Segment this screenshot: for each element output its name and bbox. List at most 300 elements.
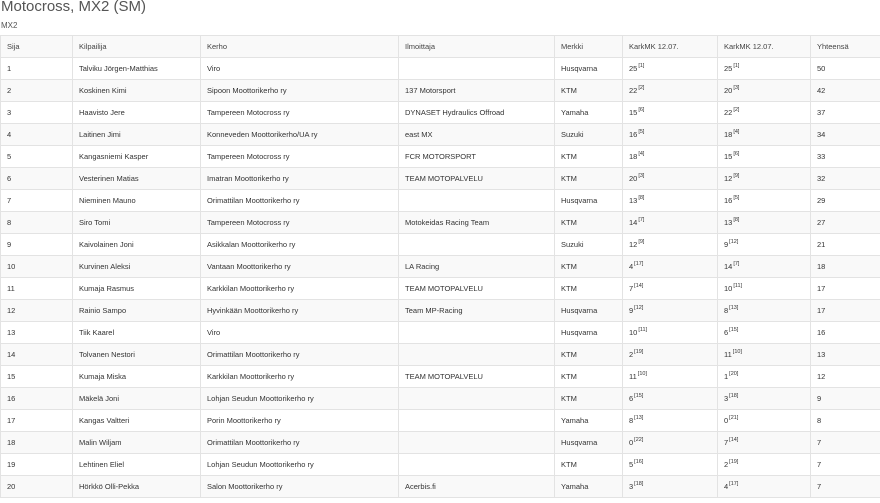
cell-rider — [73, 278, 201, 300]
cell-race-2-value: 25 — [724, 64, 733, 73]
cell-position-value: 20 — [7, 482, 16, 491]
cell-rider — [73, 234, 201, 256]
col-header-position[interactable]: Sija — [1, 36, 73, 58]
cell-position — [1, 454, 73, 476]
col-header-rider[interactable]: Kilpailija — [73, 36, 201, 58]
race-placing-note: [19] — [634, 349, 644, 355]
cell-rider-value: Kangas Valtteri — [79, 416, 130, 425]
race-placing-note: [18] — [729, 393, 739, 399]
cell-entrant-value: TEAM MOTOPALVELU — [405, 174, 483, 183]
cell-race-2 — [718, 234, 811, 256]
table-row — [1, 476, 880, 498]
cell-make — [555, 410, 623, 432]
cell-race-2 — [718, 190, 811, 212]
cell-race-2 — [718, 58, 811, 80]
cell-total — [811, 102, 880, 124]
cell-total — [811, 146, 880, 168]
cell-position-value: 19 — [7, 460, 16, 469]
cell-make — [555, 344, 623, 366]
cell-race-1-value: 15 — [629, 108, 638, 117]
table-row — [1, 300, 880, 322]
cell-rider-value: Haavisto Jere — [79, 108, 125, 117]
cell-club-value: Imatran Moottorikerho ry — [207, 174, 289, 183]
cell-rider-value: Kangasniemi Kasper — [79, 152, 149, 161]
cell-club — [201, 278, 399, 300]
cell-rider — [73, 124, 201, 146]
cell-make — [555, 476, 623, 498]
cell-club — [201, 102, 399, 124]
cell-entrant — [399, 168, 555, 190]
cell-club-value: Viro — [207, 328, 221, 337]
cell-total-value: 32 — [817, 174, 826, 183]
cell-club-value: Porin Moottorikerho ry — [207, 416, 281, 425]
race-placing-note: [8] — [638, 195, 645, 201]
results-table — [0, 35, 880, 498]
cell-rider-value: Vesterinen Matias — [79, 174, 139, 183]
cell-race-1-value: 8 — [629, 416, 634, 425]
cell-make-value: Suzuki — [561, 130, 584, 139]
cell-club — [201, 168, 399, 190]
table-row — [1, 256, 880, 278]
race-placing-note: [12] — [634, 305, 644, 311]
cell-total-value: 17 — [817, 284, 826, 293]
cell-club — [201, 80, 399, 102]
cell-race-2-value: 10 — [724, 284, 733, 293]
cell-position-value: 14 — [7, 350, 16, 359]
cell-make — [555, 366, 623, 388]
cell-race-2 — [718, 366, 811, 388]
cell-rider-value: Mäkelä Joni — [79, 394, 120, 403]
cell-make-value: KTM — [561, 218, 577, 227]
cell-position — [1, 344, 73, 366]
cell-total-value: 42 — [817, 86, 826, 95]
cell-race-1 — [623, 300, 718, 322]
header-row — [1, 36, 880, 58]
col-header-race-2[interactable]: KarkMK 12.07. — [718, 36, 811, 58]
cell-race-2 — [718, 410, 811, 432]
cell-entrant — [399, 102, 555, 124]
cell-race-2-value: 18 — [724, 130, 733, 139]
cell-total-value: 8 — [817, 416, 822, 425]
cell-club — [201, 58, 399, 80]
cell-rider — [73, 476, 201, 498]
race-placing-note: [9] — [638, 239, 645, 245]
cell-position-value: 1 — [7, 64, 12, 73]
cell-club-value: Asikkalan Moottorikerho ry — [207, 240, 296, 249]
cell-position — [1, 190, 73, 212]
cell-make-value: KTM — [561, 460, 577, 469]
cell-make — [555, 322, 623, 344]
race-placing-note: [10] — [732, 349, 742, 355]
cell-race-2 — [718, 124, 811, 146]
cell-race-1 — [623, 256, 718, 278]
cell-race-1-value: 13 — [629, 196, 638, 205]
race-placing-note: [14] — [729, 437, 739, 443]
table-row — [1, 58, 880, 80]
cell-make-value: Husqvarna — [561, 306, 598, 315]
cell-entrant — [399, 366, 555, 388]
cell-make — [555, 234, 623, 256]
cell-entrant-value: DYNASET Hydraulics Offroad — [405, 108, 505, 117]
cell-position-value: 16 — [7, 394, 16, 403]
cell-entrant — [399, 146, 555, 168]
cell-entrant — [399, 454, 555, 476]
table-row — [1, 432, 880, 454]
cell-race-2-value: 4 — [724, 482, 729, 491]
cell-total — [811, 454, 880, 476]
cell-club-value: Lohjan Seudun Moottorikerho ry — [207, 394, 314, 403]
cell-race-1 — [623, 102, 718, 124]
table-row — [1, 146, 880, 168]
cell-position-value: 13 — [7, 328, 16, 337]
cell-total-value: 18 — [817, 262, 826, 271]
cell-rider-value: Siro Tomi — [79, 218, 111, 227]
race-placing-note: [3] — [638, 173, 645, 179]
cell-position-value: 12 — [7, 306, 16, 315]
cell-race-2-value: 15 — [724, 152, 733, 161]
cell-make — [555, 256, 623, 278]
race-placing-note: [11] — [733, 283, 743, 289]
cell-race-1 — [623, 146, 718, 168]
race-placing-note: [1] — [733, 63, 740, 69]
race-placing-note: [7] — [733, 261, 740, 267]
cell-club — [201, 190, 399, 212]
cell-total-value: 34 — [817, 130, 826, 139]
cell-make — [555, 212, 623, 234]
cell-club-value: Lohjan Seudun Moottorikerho ry — [207, 460, 314, 469]
table-row — [1, 190, 880, 212]
cell-entrant-value: Acerbis.fi — [405, 482, 436, 491]
table-row — [1, 102, 880, 124]
cell-total-value: 12 — [817, 372, 826, 381]
cell-race-1 — [623, 80, 718, 102]
col-header-total[interactable]: Yhteensä — [811, 36, 880, 58]
cell-club-value: Orimattilan Moottorikerho ry — [207, 438, 300, 447]
cell-total — [811, 476, 880, 498]
race-placing-note: [21] — [729, 415, 739, 421]
cell-make-value: KTM — [561, 372, 577, 381]
race-placing-note: [6] — [638, 107, 645, 113]
cell-rider — [73, 432, 201, 454]
cell-total — [811, 58, 880, 80]
cell-make-value: KTM — [561, 284, 577, 293]
cell-race-2-value: 3 — [724, 394, 729, 403]
cell-entrant — [399, 476, 555, 498]
cell-club — [201, 476, 399, 498]
cell-rider-value: Malin Wiljam — [79, 438, 122, 447]
cell-race-2 — [718, 212, 811, 234]
cell-total-value: 27 — [817, 218, 826, 227]
cell-club — [201, 432, 399, 454]
table-row — [1, 80, 880, 102]
cell-race-2-value: 14 — [724, 262, 733, 271]
cell-race-1-value: 0 — [629, 438, 634, 447]
cell-make — [555, 190, 623, 212]
cell-rider-value: Koskinen Kimi — [79, 86, 127, 95]
cell-race-1 — [623, 322, 718, 344]
cell-race-1 — [623, 344, 718, 366]
cell-club-value: Orimattilan Moottorikerho ry — [207, 350, 300, 359]
race-placing-note: [5] — [638, 129, 645, 135]
cell-total-value: 7 — [817, 438, 822, 447]
race-placing-note: [16] — [634, 459, 644, 465]
cell-club — [201, 212, 399, 234]
cell-club — [201, 256, 399, 278]
cell-race-1 — [623, 212, 718, 234]
cell-make-value: Husqvarna — [561, 64, 598, 73]
cell-make — [555, 432, 623, 454]
cell-rider — [73, 102, 201, 124]
cell-rider — [73, 190, 201, 212]
cell-race-1 — [623, 278, 718, 300]
cell-race-2 — [718, 432, 811, 454]
cell-position — [1, 278, 73, 300]
cell-total — [811, 190, 880, 212]
cell-rider-value: Hörkkö Olli-Pekka — [79, 482, 140, 491]
cell-race-1-value: 14 — [629, 218, 638, 227]
cell-total — [811, 432, 880, 454]
cell-club-value: Tampereen Motocross ry — [207, 218, 290, 227]
table-row — [1, 168, 880, 190]
cell-rider — [73, 58, 201, 80]
col-header-club[interactable]: Kerho — [201, 36, 399, 58]
cell-rider-value: Kurvinen Aleksi — [79, 262, 131, 271]
table-row — [1, 344, 880, 366]
cell-entrant-value: FCR MOTORSPORT — [405, 152, 476, 161]
cell-entrant — [399, 432, 555, 454]
cell-total-value: 9 — [817, 394, 822, 403]
cell-rider-value: Laitinen Jimi — [79, 130, 121, 139]
cell-club — [201, 146, 399, 168]
cell-position — [1, 212, 73, 234]
cell-race-1-value: 12 — [629, 240, 638, 249]
cell-race-2 — [718, 322, 811, 344]
cell-entrant-value: 137 Motorsport — [405, 86, 456, 95]
cell-total — [811, 344, 880, 366]
cell-make-value: KTM — [561, 86, 577, 95]
cell-position — [1, 476, 73, 498]
table-row — [1, 366, 880, 388]
cell-club — [201, 454, 399, 476]
cell-entrant — [399, 278, 555, 300]
cell-position — [1, 432, 73, 454]
cell-make — [555, 300, 623, 322]
cell-total-value: 17 — [817, 306, 826, 315]
cell-race-2 — [718, 102, 811, 124]
table-row — [1, 278, 880, 300]
cell-rider — [73, 212, 201, 234]
cell-race-1 — [623, 234, 718, 256]
cell-race-1 — [623, 388, 718, 410]
cell-entrant-value: east MX — [405, 130, 433, 139]
cell-entrant — [399, 388, 555, 410]
cell-race-2 — [718, 300, 811, 322]
cell-club-value: Tampereen Motocross ry — [207, 152, 290, 161]
cell-make — [555, 58, 623, 80]
cell-race-2 — [718, 168, 811, 190]
race-placing-note: [4] — [733, 129, 740, 135]
cell-entrant — [399, 410, 555, 432]
cell-entrant-value: LA Racing — [405, 262, 440, 271]
cell-make-value: KTM — [561, 394, 577, 403]
cell-position — [1, 102, 73, 124]
cell-rider — [73, 146, 201, 168]
cell-race-2 — [718, 146, 811, 168]
cell-make — [555, 278, 623, 300]
cell-position — [1, 168, 73, 190]
cell-position — [1, 300, 73, 322]
cell-rider — [73, 256, 201, 278]
cell-race-1 — [623, 168, 718, 190]
cell-make-value: Husqvarna — [561, 196, 598, 205]
race-placing-note: [17] — [634, 261, 644, 267]
cell-make-value: Yamaha — [561, 416, 589, 425]
cell-race-2-value: 11 — [724, 350, 732, 359]
cell-race-2-value: 13 — [724, 218, 733, 227]
cell-race-2-value: 12 — [724, 174, 733, 183]
race-placing-note: [4] — [638, 151, 645, 157]
cell-position — [1, 58, 73, 80]
cell-rider — [73, 322, 201, 344]
cell-make-value: Yamaha — [561, 482, 589, 491]
cell-race-1 — [623, 366, 718, 388]
cell-position — [1, 366, 73, 388]
cell-race-1 — [623, 58, 718, 80]
cell-race-2 — [718, 388, 811, 410]
cell-race-1-value: 11 — [629, 372, 637, 381]
cell-make-value: Husqvarna — [561, 328, 598, 337]
cell-position-value: 8 — [7, 218, 12, 227]
cell-club — [201, 124, 399, 146]
cell-total — [811, 322, 880, 344]
race-placing-note: [1] — [638, 63, 645, 69]
cell-position — [1, 124, 73, 146]
cell-entrant — [399, 212, 555, 234]
cell-entrant — [399, 300, 555, 322]
table-row — [1, 388, 880, 410]
cell-make-value: Suzuki — [561, 240, 584, 249]
cell-race-2 — [718, 80, 811, 102]
cell-total-value: 7 — [817, 460, 822, 469]
cell-race-1-value: 25 — [629, 64, 638, 73]
col-header-make[interactable]: Merkki — [555, 36, 623, 58]
cell-position-value: 18 — [7, 438, 16, 447]
race-placing-note: [5] — [733, 195, 740, 201]
cell-race-1-value: 4 — [629, 262, 634, 271]
race-placing-note: [2] — [638, 85, 645, 91]
cell-position-value: 3 — [7, 108, 12, 117]
cell-club-value: Salon Moottorikerho ry — [207, 482, 283, 491]
table-row — [1, 322, 880, 344]
table-row — [1, 124, 880, 146]
cell-race-1-value: 20 — [629, 174, 638, 183]
cell-position-value: 5 — [7, 152, 12, 161]
cell-race-2 — [718, 278, 811, 300]
cell-total-value: 33 — [817, 152, 826, 161]
cell-race-2-value: 2 — [724, 460, 729, 469]
cell-rider — [73, 410, 201, 432]
cell-entrant-value: Motokeidas Racing Team — [405, 218, 490, 227]
cell-race-1-value: 3 — [629, 482, 634, 491]
cell-rider-value: Tolvanen Nestori — [79, 350, 135, 359]
cell-make — [555, 124, 623, 146]
race-placing-note: [2] — [733, 107, 740, 113]
cell-race-1 — [623, 432, 718, 454]
cell-entrant — [399, 58, 555, 80]
page-title: Motocross, MX2 (SM) — [1, 0, 147, 15]
cell-position — [1, 256, 73, 278]
cell-make — [555, 146, 623, 168]
cell-rider-value: Kaivolainen Joni — [79, 240, 134, 249]
cell-race-1-value: 6 — [629, 394, 634, 403]
cell-race-1 — [623, 454, 718, 476]
cell-entrant — [399, 234, 555, 256]
cell-position-value: 6 — [7, 174, 12, 183]
cell-position-value: 11 — [7, 284, 15, 293]
cell-race-1-value: 22 — [629, 86, 638, 95]
race-placing-note: [14] — [634, 283, 644, 289]
cell-entrant — [399, 80, 555, 102]
cell-race-1-value: 2 — [629, 350, 634, 359]
race-placing-note: [9] — [733, 173, 740, 179]
cell-total — [811, 124, 880, 146]
cell-race-2-value: 8 — [724, 306, 729, 315]
cell-make — [555, 388, 623, 410]
cell-club — [201, 410, 399, 432]
col-header-race-1[interactable]: KarkMK 12.07. — [623, 36, 718, 58]
cell-race-2 — [718, 344, 811, 366]
cell-position-value: 4 — [7, 130, 12, 139]
cell-race-2-value: 6 — [724, 328, 729, 337]
cell-race-2 — [718, 476, 811, 498]
cell-race-2-value: 22 — [724, 108, 733, 117]
cell-race-2 — [718, 454, 811, 476]
cell-club-value: Viro — [207, 64, 221, 73]
cell-make — [555, 102, 623, 124]
race-placing-note: [11] — [638, 327, 648, 333]
cell-race-2-value: 20 — [724, 86, 733, 95]
cell-entrant — [399, 344, 555, 366]
cell-entrant-value: TEAM MOTOPALVELU — [405, 372, 483, 381]
cell-race-1-value: 16 — [629, 130, 638, 139]
race-placing-note: [12] — [729, 239, 739, 245]
race-placing-note: [6] — [733, 151, 740, 157]
cell-club — [201, 344, 399, 366]
cell-club-value: Orimattilan Moottorikerho ry — [207, 196, 300, 205]
cell-race-1 — [623, 124, 718, 146]
cell-rider — [73, 168, 201, 190]
cell-position-value: 2 — [7, 86, 12, 95]
cell-race-2-value: 16 — [724, 196, 733, 205]
race-placing-note: [7] — [638, 217, 645, 223]
race-placing-note: [18] — [634, 481, 644, 487]
cell-club-value: Vantaan Moottorikerho ry — [207, 262, 291, 271]
race-placing-note: [20] — [729, 371, 739, 377]
cell-club — [201, 322, 399, 344]
cell-total — [811, 300, 880, 322]
cell-total — [811, 278, 880, 300]
cell-total — [811, 234, 880, 256]
col-header-entrant[interactable]: Ilmoittaja — [399, 36, 555, 58]
cell-make-value: KTM — [561, 174, 577, 183]
cell-make — [555, 454, 623, 476]
cell-rider-value: Tiik Kaarel — [79, 328, 115, 337]
table-row — [1, 454, 880, 476]
cell-entrant-value: Team MP-Racing — [405, 306, 463, 315]
cell-race-2-value: 7 — [724, 438, 729, 447]
cell-make-value: KTM — [561, 152, 577, 161]
cell-race-2 — [718, 256, 811, 278]
